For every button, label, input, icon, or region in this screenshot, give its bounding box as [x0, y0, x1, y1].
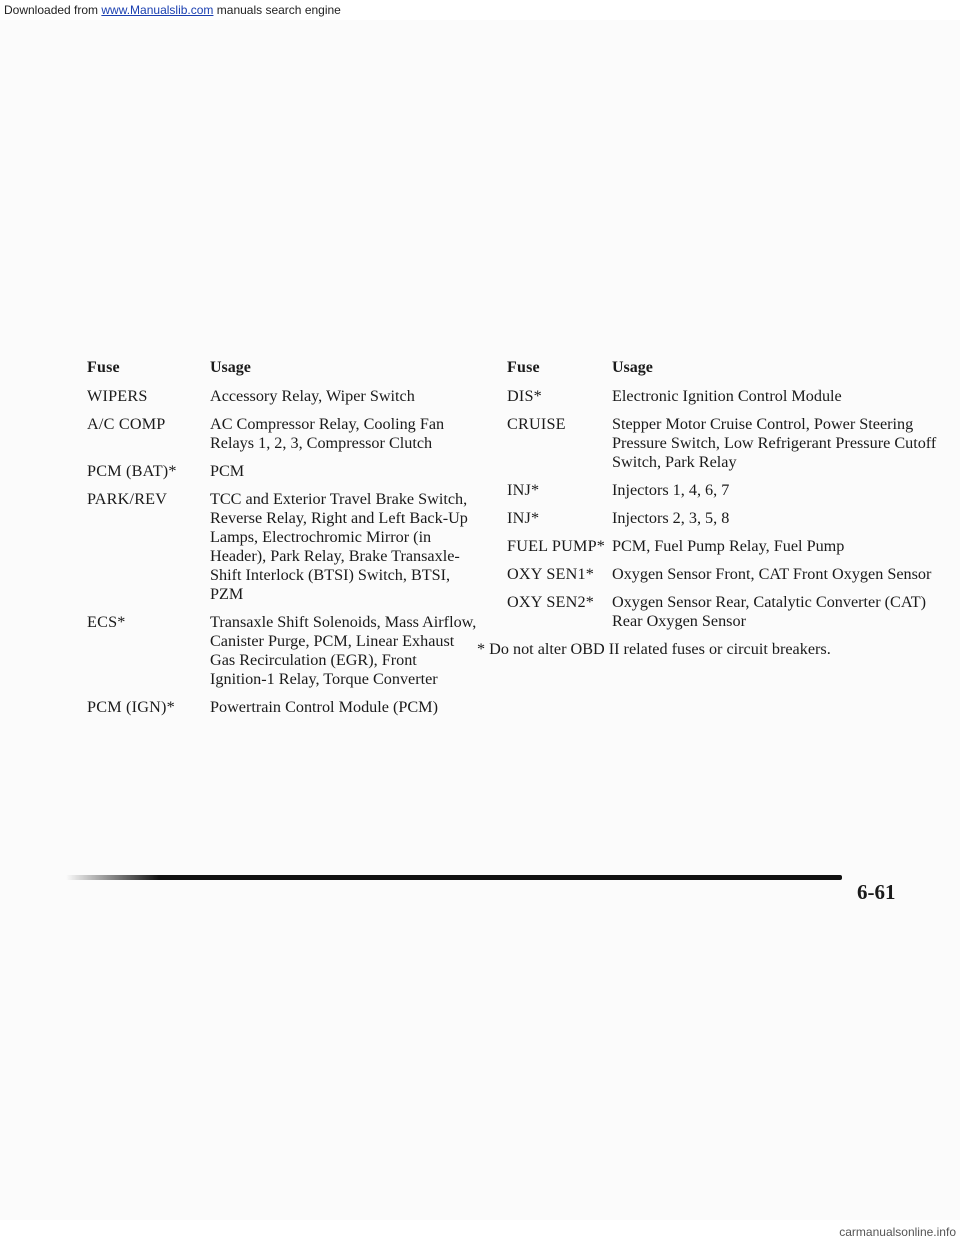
usage-column-header: Usage	[210, 359, 251, 376]
fuse-name: WIPERS	[87, 387, 148, 405]
table-row	[507, 415, 937, 472]
fuse-name: DIS*	[507, 387, 542, 405]
fuse-name: CRUISE	[507, 415, 566, 433]
table-row	[87, 698, 477, 717]
table-row	[87, 462, 477, 481]
manual-page	[0, 20, 960, 1220]
fuse-name: PCM (IGN)*	[87, 698, 175, 716]
table-row	[507, 565, 937, 584]
table-row	[87, 490, 477, 604]
table-row	[87, 387, 477, 406]
fuse-name: INJ*	[507, 481, 540, 499]
fuse-name: OXY SEN1*	[507, 565, 595, 583]
fuse-table-right	[477, 358, 937, 659]
table-row	[507, 481, 937, 500]
download-banner	[0, 0, 960, 20]
fuse-name: FUEL PUMP*	[507, 537, 606, 555]
fuse-column-header: Fuse	[87, 359, 120, 376]
fuse-usage: Oxygen Sensor Rear, Catalytic Converter (CAT) Rear Oxygen Sensor	[612, 593, 927, 630]
usage-column-header: Usage	[612, 359, 653, 376]
footer-watermark: carmanualsonline.info	[839, 1225, 956, 1239]
fuse-usage: Oxygen Sensor Front, CAT Front Oxygen Sensor	[612, 565, 932, 583]
table-header	[507, 358, 937, 377]
fuse-name: ECS*	[87, 613, 126, 631]
fuse-usage: Injectors 2, 3, 5, 8	[612, 509, 730, 527]
fuse-usage: Injectors 1, 4, 6, 7	[612, 481, 730, 499]
table-row	[507, 387, 937, 406]
fuse-name: A/C COMP	[87, 415, 166, 433]
fuse-column-header: Fuse	[507, 359, 540, 376]
fuse-usage: PCM	[210, 462, 245, 480]
fuse-name: INJ*	[507, 509, 540, 527]
banner-suffix: manuals search engine	[213, 3, 341, 17]
table-row	[87, 613, 477, 689]
fuse-name: PCM (BAT)*	[87, 462, 177, 480]
table-row	[507, 537, 937, 556]
fuse-usage: TCC and Exterior Travel Brake Switch, Reverse Relay, Right and Left Back-Up Lamps, Electrochromic Mirror (in Header), Park Relay, Brake Transaxle-Shift Interlock (BTSI) Switch, BTSI, PZM	[210, 490, 468, 603]
fuse-name: OXY SEN2*	[507, 593, 595, 611]
fuse-usage: Accessory Relay, Wiper Switch	[210, 387, 415, 405]
manualslib-link[interactable]: www.Manualslib.com	[101, 3, 214, 17]
table-row	[507, 593, 937, 631]
page-divider-rule	[66, 875, 842, 880]
fuse-usage: Stepper Motor Cruise Control, Power Steering Pressure Switch, Low Refrigerant Pressure Cutoff Switch, Park Relay	[612, 415, 937, 471]
fuse-usage: Electronic Ignition Control Module	[612, 387, 842, 405]
fuse-table-left	[87, 358, 477, 726]
fuse-usage: Transaxle Shift Solenoids, Mass Airflow, Canister Purge, PCM, Linear Exhaust Gas Recirculation (EGR), Front Ignition-1 Relay, Torque Converter	[210, 613, 477, 688]
table-row	[87, 415, 477, 453]
fuse-name: PARK/REV	[87, 490, 168, 508]
banner-prefix: Downloaded from	[4, 3, 102, 17]
fuse-usage: PCM, Fuel Pump Relay, Fuel Pump	[612, 537, 845, 555]
fuse-usage: Powertrain Control Module (PCM)	[210, 698, 438, 716]
source-footer	[0, 1222, 960, 1242]
table-row	[507, 509, 937, 528]
table-header	[87, 358, 477, 377]
obd-footnote: * Do not alter OBD II related fuses or circuit breakers.	[477, 640, 831, 658]
page-number: 6-61	[857, 880, 896, 904]
fuse-usage: AC Compressor Relay, Cooling Fan Relays 1, 2, 3, Compressor Clutch	[210, 415, 445, 452]
